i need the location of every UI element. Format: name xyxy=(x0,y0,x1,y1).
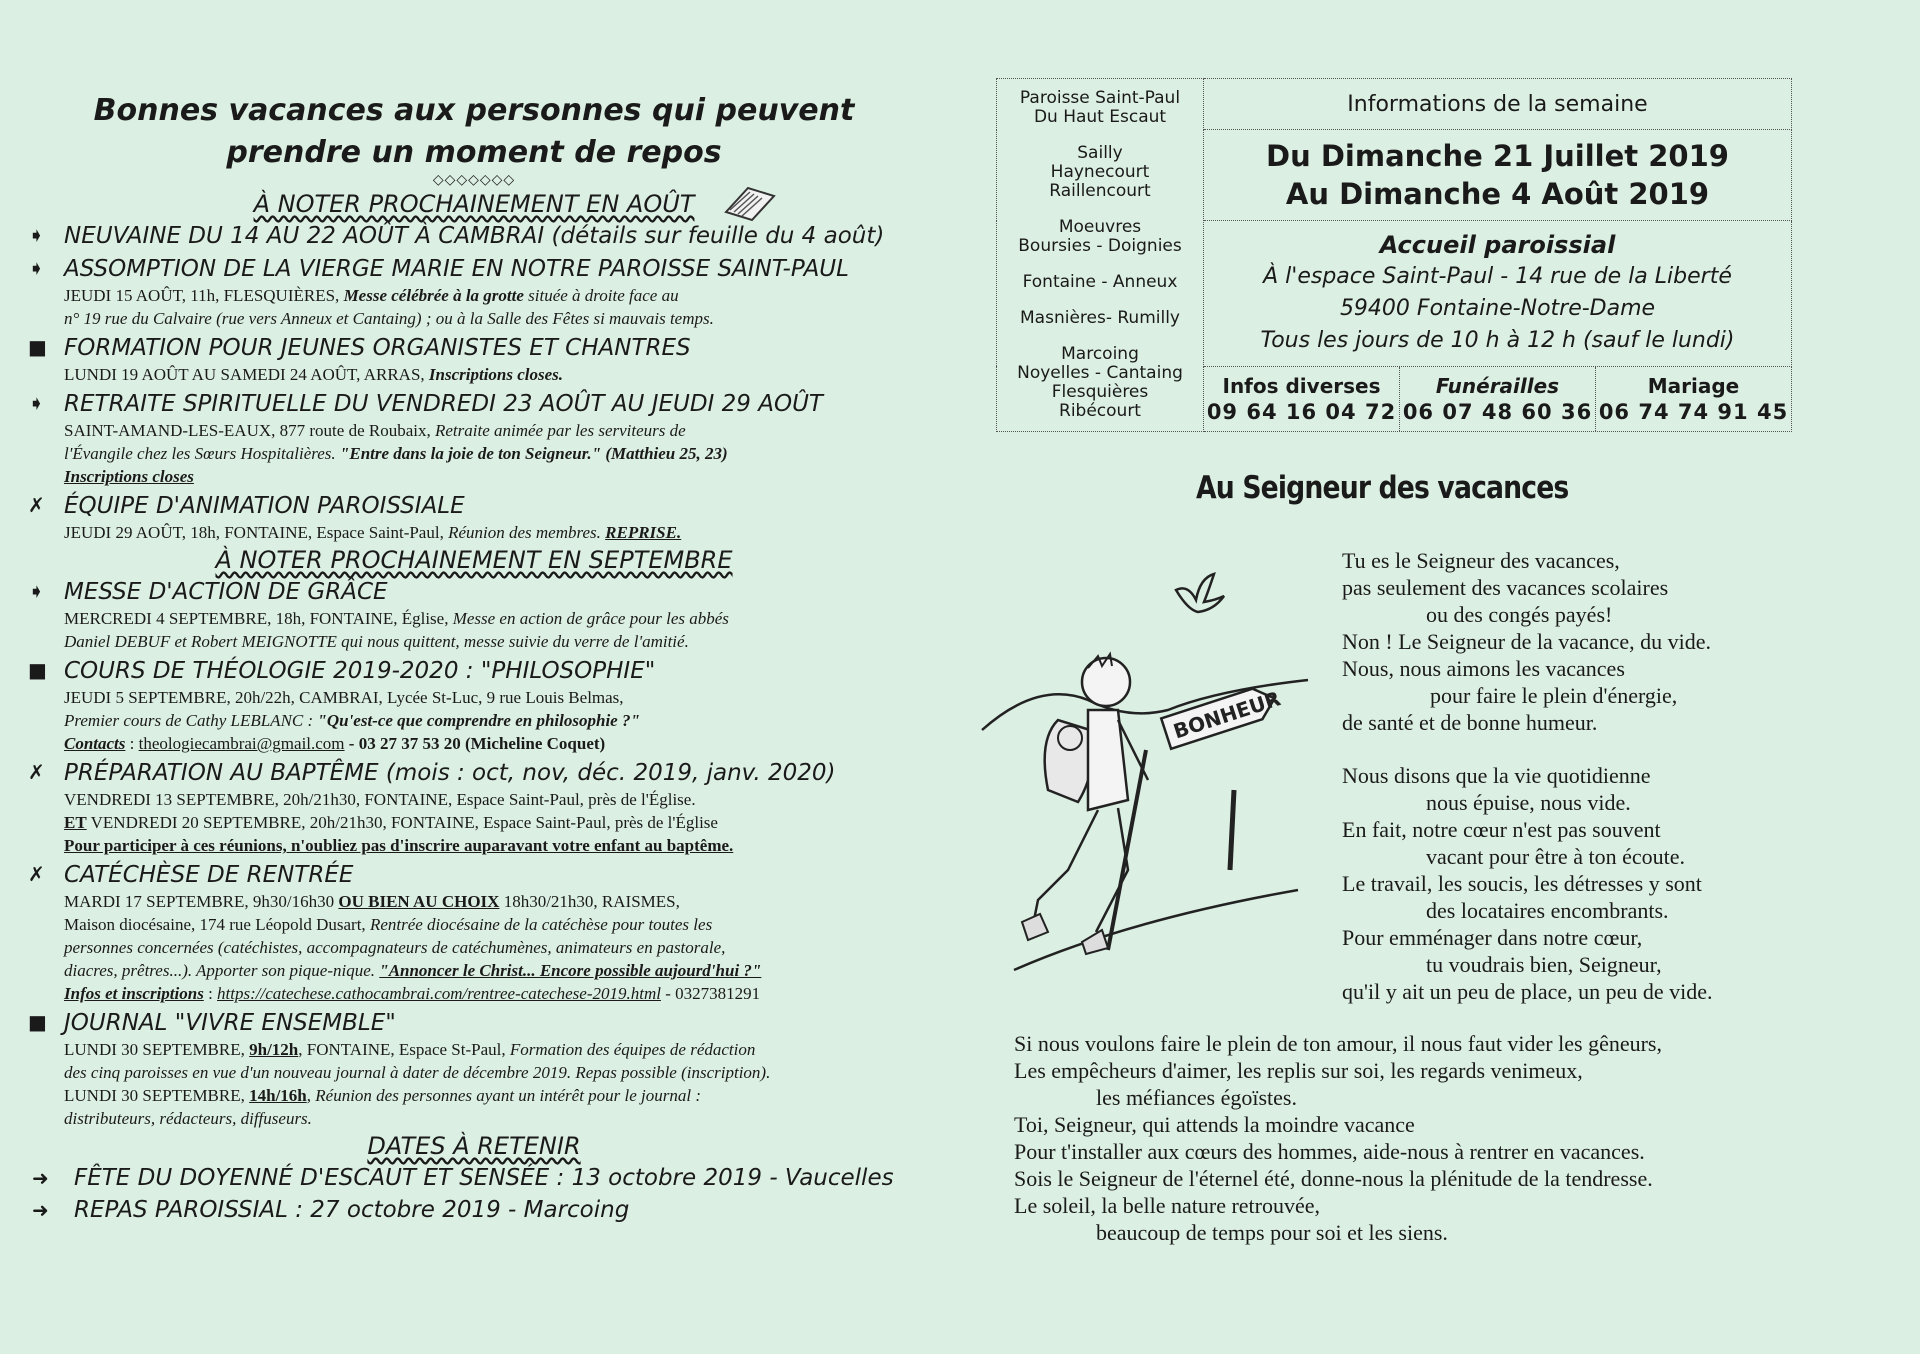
detail-text: - 0327381291 xyxy=(660,984,761,1003)
info-heading: Informations de la semaine xyxy=(1204,79,1792,130)
item-neuvaine xyxy=(24,221,944,251)
item-equipe xyxy=(24,491,944,544)
detail-text: : xyxy=(125,734,139,753)
poem-line: qu'il y ait un peu de place, un peu de vide. xyxy=(1342,979,1713,1004)
detail-emphasis: Infos et inscriptions xyxy=(64,984,204,1003)
village-name: Sailly xyxy=(1077,143,1123,163)
item-formation xyxy=(24,333,944,386)
poem-line: pour faire le plein d'énergie, xyxy=(1430,683,1678,708)
detail-text: Réunion des membres. xyxy=(448,523,601,542)
village-name: Fontaine - Anneux xyxy=(1022,272,1178,292)
detail-text: Maison diocésaine, 174 rue Léopold Dusart, xyxy=(64,915,370,934)
detail-emphasis: "Entre dans la joie de ton Seigneur." (Matthieu 25, 23) xyxy=(339,444,728,463)
village-name: Boursies - Doignies xyxy=(1018,236,1182,256)
detail-text: VENDREDI 20 SEPTEMBRE, 20h/21h30, FONTAINE, Espace Saint-Paul, près de l'Église xyxy=(86,813,718,832)
detail-emphasis: Messe célébrée à la grotte xyxy=(343,286,524,305)
poem-line: des locataires encombrants. xyxy=(1426,898,1669,923)
detail-text: Messe en action de grâce pour les abbés xyxy=(452,609,729,628)
item-title: JOURNAL "VIVRE ENSEMBLE" xyxy=(64,1010,396,1036)
detail-text: : xyxy=(203,984,218,1003)
parish-name: Paroisse Saint-Paul xyxy=(1019,88,1181,108)
date-from: Du Dimanche 21 Juillet 2019 xyxy=(1266,139,1729,173)
detail-text: Daniel DEBUF et Robert MEIGNOTTE qui nous quittent, messe suivie du verre de l'amitié. xyxy=(64,632,689,651)
poem-line: Le travail, les soucis, les détresses y sont xyxy=(1342,871,1702,896)
item-messe xyxy=(24,577,944,653)
poem-line: nous épuise, nous vide. xyxy=(1426,790,1631,815)
poem-line: tu voudrais bien, Seigneur, xyxy=(1426,952,1662,977)
village-name: Moeuvres xyxy=(1058,217,1142,237)
detail-emphasis: REPRISE. xyxy=(605,523,682,542)
poem-line: beaucoup de temps pour soi et les siens. xyxy=(1096,1220,1448,1245)
arrow-right-icon: ➜ xyxy=(32,1198,49,1222)
email-link[interactable]: theologiecambrai@gmail.com xyxy=(138,734,345,753)
detail-text: SAINT-AMAND-LES-EAUX, 877 route de Roubaix, xyxy=(64,421,435,440)
accueil-title: Accueil paroissial xyxy=(1379,231,1616,260)
detail-text: 18h30/21h30, RAISMES, xyxy=(499,892,680,911)
detail-text: l'Évangile chez les Sœurs Hospitalières. xyxy=(64,444,340,463)
contact-label: Funérailles xyxy=(1435,373,1560,398)
greeting-line-2: prendre un moment de repos xyxy=(226,135,722,170)
detail-text: , FONTAINE, Espace St-Paul, xyxy=(298,1040,510,1059)
arrow-diamond-icon: ➧ xyxy=(28,391,45,415)
poem-line: Pour emménager dans notre cœur, xyxy=(1342,925,1643,950)
detail-emphasis: "Annoncer le Christ... Encore possible aujourd'hui ?" xyxy=(379,961,762,980)
date-text: REPAS PAROISSIAL : 27 octobre 2019 - Marcoing xyxy=(74,1197,630,1223)
right-column xyxy=(996,78,1792,432)
item-title: ÉQUIPE D'ANIMATION PAROISSIALE xyxy=(64,493,465,519)
week-dates xyxy=(1204,130,1792,221)
arrow-diamond-icon: ➧ xyxy=(28,256,45,280)
item-title: FORMATION POUR JEUNES ORGANISTES ET CHANTRES xyxy=(64,335,691,361)
village-name: Masnières- Rumilly xyxy=(1020,308,1180,328)
poem-line: Nous, nous aimons les vacances xyxy=(1342,656,1625,681)
detail-text: LUNDI 30 SEPTEMBRE, xyxy=(64,1086,250,1105)
contact-funerailles xyxy=(1400,367,1596,431)
square-bullet-icon: ■ xyxy=(28,658,47,682)
left-column xyxy=(24,90,944,1226)
cross-bullet-icon: ✗ xyxy=(28,862,45,886)
poem-line: Sois le Seigneur de l'éternel été, donne-nous la plénitude de la tendresse. xyxy=(1014,1166,1653,1191)
poem-line: En fait, notre cœur n'est pas souvent xyxy=(1342,817,1661,842)
detail-text: VENDREDI 13 SEPTEMBRE, 20h/21h30, FONTAINE, Espace Saint-Paul, près de l'Église. xyxy=(64,790,696,809)
detail-text: n° 19 rue du Calvaire (rue vers Anneux et Cantaing) ; ou à la Salle des Fêtes si mauvais temps. xyxy=(64,309,714,328)
diamond-divider: ◇◇◇◇◇◇◇ xyxy=(432,173,516,188)
section-heading-septembre: À NOTER PROCHAINEMENT EN SEPTEMBRE xyxy=(215,546,733,574)
item-assomption xyxy=(24,254,944,330)
poem-line: Non ! Le Seigneur de la vacance, du vide. xyxy=(1342,629,1711,654)
section-heading-dates: DATES À RETENIR xyxy=(367,1132,581,1160)
detail-text: diacres, prêtres...). Apporter son pique-nique. xyxy=(64,961,380,980)
item-catechese xyxy=(24,860,944,1005)
accueil-city: 59400 Fontaine-Notre-Dame xyxy=(1339,296,1656,322)
accueil-box xyxy=(1204,221,1792,367)
village-name: Marcoing xyxy=(1061,344,1139,364)
date-item-doyenne xyxy=(24,1162,944,1194)
contacts-row xyxy=(1204,366,1792,431)
parish-list xyxy=(997,79,1204,432)
poem-line: pas seulement des vacances scolaires xyxy=(1342,575,1669,600)
item-journal xyxy=(24,1008,944,1130)
date-item-repas xyxy=(24,1194,944,1226)
detail-text: Rentrée diocésaine de la catéchèse pour toutes les xyxy=(369,915,713,934)
contact-label: Infos diverses xyxy=(1222,373,1381,398)
item-title: ASSOMPTION DE LA VIERGE MARIE EN NOTRE PAROISSE SAINT-PAUL xyxy=(64,256,849,282)
poem-title: Au Seigneur des vacances xyxy=(1196,470,1569,506)
detail-emphasis: OU BIEN AU CHOIX xyxy=(338,892,500,911)
accueil-address: À l'espace Saint-Paul - 14 rue de la Liberté xyxy=(1263,264,1732,290)
poem-line: Tu es le Seigneur des vacances, xyxy=(1342,548,1620,573)
square-bullet-icon: ■ xyxy=(28,1010,47,1034)
detail-text: MERCREDI 4 SEPTEMBRE, 18h, FONTAINE, Église, xyxy=(64,609,453,628)
poem-line: ou des congés payés! xyxy=(1426,602,1613,627)
detail-text: Retraite animée par les serviteurs de xyxy=(434,421,686,440)
hiker-illustration xyxy=(978,570,1318,990)
poem-line: Le soleil, la belle nature retrouvée, xyxy=(1014,1193,1321,1218)
contact-phone: 06 74 74 91 45 xyxy=(1598,399,1789,424)
poem-line: de santé et de bonne humeur. xyxy=(1342,710,1598,735)
detail-emphasis: ET xyxy=(64,813,87,832)
section-aout-text: À NOTER PROCHAINEMENT EN AOÛT xyxy=(253,190,695,218)
item-title: NEUVAINE DU 14 AU 22 AOÛT À CAMBRAI (détails sur feuille du 4 août) xyxy=(64,223,885,249)
detail-text: JEUDI 29 AOÛT, 18h, FONTAINE, Espace Saint-Paul, xyxy=(64,523,449,542)
arrow-right-icon: ➜ xyxy=(32,1166,49,1190)
contact-label: Mariage xyxy=(1647,373,1740,398)
item-title: RETRAITE SPIRITUELLE DU VENDREDI 23 AOÛT AU JEUDI 29 AOÛT xyxy=(64,391,823,417)
detail-text: Premier cours de Cathy LEBLANC : xyxy=(64,711,318,730)
poem-line: Les empêcheurs d'aimer, les replis sur soi, les regards venimeux, xyxy=(1014,1058,1583,1083)
village-name: Ribécourt xyxy=(1059,401,1141,421)
accueil-hours: Tous les jours de 10 h à 12 h (sauf le lundi) xyxy=(1260,328,1735,354)
greeting-line-1: Bonnes vacances aux personnes qui peuvent xyxy=(93,93,855,128)
item-title: CATÉCHÈSE DE RENTRÉE xyxy=(64,862,354,888)
detail-text: LUNDI 30 SEPTEMBRE, xyxy=(64,1040,250,1059)
detail-text: , xyxy=(306,1086,316,1105)
item-bapteme xyxy=(24,758,944,857)
item-title: MESSE D'ACTION DE GRÂCE xyxy=(64,579,388,605)
bonheur-sign-text: BONHEUR xyxy=(1170,686,1284,744)
detail-emphasis: Inscriptions closes xyxy=(64,467,194,486)
poem-final-stanza xyxy=(1014,1030,1662,1246)
date-text: FÊTE DU DOYENNÉ D'ESCAUT ET SENSÉE : 13 octobre 2019 - Vaucelles xyxy=(74,1165,894,1191)
detail-text: située à droite face au xyxy=(523,286,679,305)
detail-text: Formation des équipes de rédaction xyxy=(509,1040,756,1059)
detail-text: - 03 27 37 53 20 (Micheline Coquet) xyxy=(344,734,606,753)
detail-text: distributeurs, rédacteurs, diffuseurs. xyxy=(64,1109,312,1128)
poem-line: Toi, Seigneur, qui attends la moindre vacance xyxy=(1014,1112,1415,1137)
cross-bullet-icon: ✗ xyxy=(28,493,45,517)
item-retraite xyxy=(24,389,944,488)
date-to: Au Dimanche 4 Août 2019 xyxy=(1285,177,1710,211)
parish-name: Du Haut Escaut xyxy=(1033,107,1167,127)
info-table xyxy=(996,78,1792,432)
village-name: Haynecourt xyxy=(1050,162,1150,182)
village-name: Raillencourt xyxy=(1049,181,1151,201)
poem-line: Nous disons que la vie quotidienne xyxy=(1342,763,1651,788)
catechese-link[interactable]: https://catechese.cathocambrai.com/rentree-catechese-2019.html xyxy=(217,984,661,1003)
detail-emphasis: 9h/12h xyxy=(249,1040,299,1059)
poem-line: Si nous voulons faire le plein de ton amour, il nous faut vider les gêneurs, xyxy=(1014,1031,1662,1056)
poem-line: les méfiances égoïstes. xyxy=(1096,1085,1297,1110)
village-name: Noyelles - Cantaing xyxy=(1017,363,1183,383)
poem-stanzas xyxy=(1342,547,1713,1005)
detail-text: Réunion des personnes ayant un intérêt pour le journal : xyxy=(315,1086,702,1105)
contact-mariage xyxy=(1596,367,1791,431)
item-title: PRÉPARATION AU BAPTÊME (mois : oct, nov, déc. 2019, janv. 2020) xyxy=(64,760,836,786)
detail-emphasis: 14h/16h xyxy=(249,1086,307,1105)
cross-bullet-icon: ✗ xyxy=(28,760,45,784)
detail-emphasis: Pour participer à ces réunions, n'oubliez pas d'inscrire auparavant votre enfant au baptême. xyxy=(64,836,734,855)
detail-text: LUNDI 19 AOÛT AU SAMEDI 24 AOÛT, ARRAS, xyxy=(64,365,429,384)
detail-emphasis: Inscriptions closes. xyxy=(428,365,564,384)
detail-text: MARDI 17 SEPTEMBRE, 9h30/16h30 xyxy=(64,892,339,911)
square-bullet-icon: ■ xyxy=(28,335,47,359)
contact-phone: 09 64 16 04 72 xyxy=(1206,399,1397,424)
poem-line: vacant pour être à ton écoute. xyxy=(1426,844,1685,869)
item-theologie xyxy=(24,656,944,755)
poem-line: Pour t'installer aux cœurs des hommes, aide-nous à rentrer en vacances. xyxy=(1014,1139,1645,1164)
detail-text: des cinq paroisses en vue d'un nouveau journal à dater de décembre 2019. Repas possible (inscription). xyxy=(64,1063,771,1082)
village-name: Flesquières xyxy=(1051,382,1149,402)
contact-infos xyxy=(1204,367,1400,431)
detail-text: JEUDI 5 SEPTEMBRE, 20h/22h, CAMBRAI, Lycée St-Luc, 9 rue Louis Belmas, xyxy=(64,688,624,707)
contact-phone: 06 07 48 60 36 xyxy=(1402,399,1593,424)
detail-emphasis: "Qu'est-ce que comprendre en philosophie ?" xyxy=(317,711,640,730)
section-heading-aout xyxy=(4,190,944,218)
detail-text: personnes concernées (catéchistes, accompagnateurs de catéchumènes, animateurs en pastorale, xyxy=(64,938,726,957)
arrow-diamond-icon: ➧ xyxy=(28,223,45,247)
item-title: COURS DE THÉOLOGIE 2019-2020 : "PHILOSOPHIE" xyxy=(64,658,656,684)
arrow-diamond-icon: ➧ xyxy=(28,579,45,603)
detail-text: JEUDI 15 AOÛT, 11h, FLESQUIÈRES, xyxy=(64,286,344,305)
detail-emphasis: Contacts xyxy=(64,734,126,753)
